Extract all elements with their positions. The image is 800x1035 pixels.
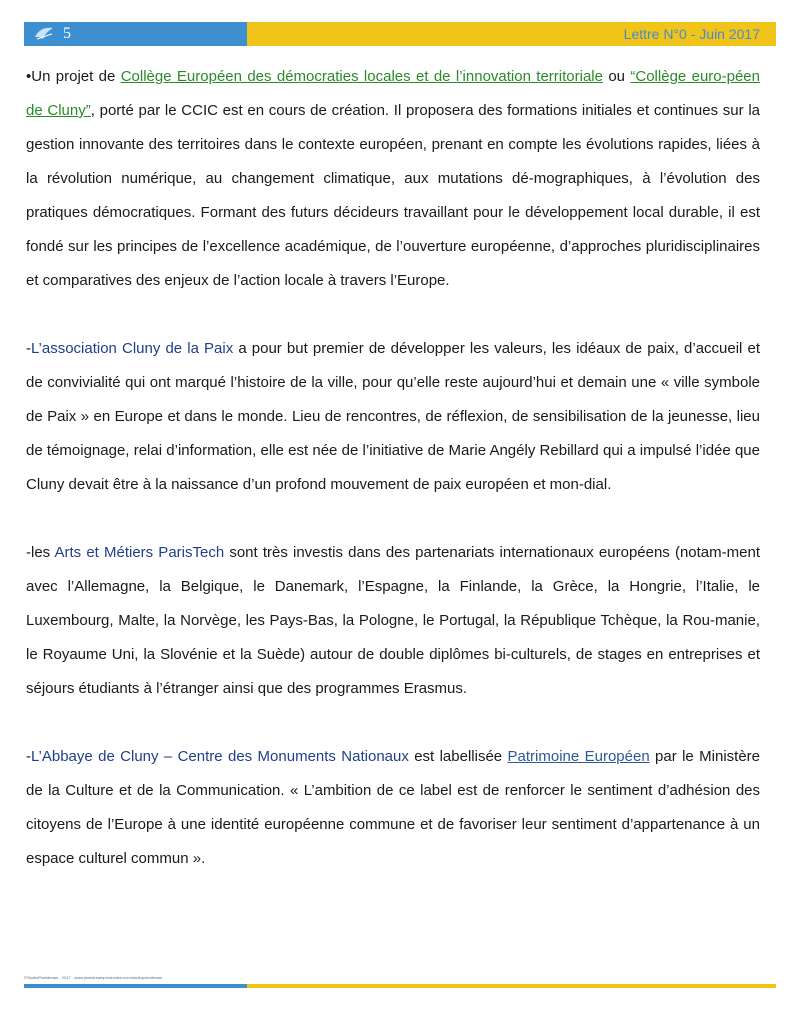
- link-abbaye-cluny[interactable]: L’Abbaye de Cluny – Centre des Monuments Nationaux: [31, 748, 409, 765]
- issue-label: Lettre N°0 - Juin 2017: [623, 26, 760, 42]
- paragraph-arts-metiers: [26, 536, 760, 706]
- link-patrimoine-europeen[interactable]: Patrimoine Européen: [507, 748, 650, 765]
- footer-bar: [24, 984, 776, 988]
- text: -: [26, 748, 31, 765]
- text: -: [26, 340, 31, 357]
- link-college-cluny[interactable]: “Collège euro-péen de Cluny”: [26, 68, 760, 119]
- text: par le Ministère de la Culture et de la Communication. « L’ambition de ce label est de renforcer le sentiment d’adhésion des citoyens de l’Europe à une identité européenne commune et de favoriser leur sentiment d’appartenance à un espace culturel commun ».: [26, 748, 761, 867]
- paragraph-abbaye: [26, 740, 760, 876]
- header-blue-band: [24, 22, 247, 46]
- link-association-cluny-paix[interactable]: L’association Cluny de la Paix: [31, 340, 234, 357]
- text: est labellisée: [408, 748, 508, 765]
- dove-logo-icon: [33, 25, 55, 43]
- footer-credit: ©StudioPixeldream - 2017 - www.pixeldreamproduction.com/studiopixeldream: [24, 975, 163, 980]
- text: , porté par le CCIC est en cours de création. Il proposera des formations initiales et continues sur la gestion innovante des territoires dans le contexte européen, prenant en compte les évolutions rapides, liées à la révolution numérique, au changement climatique, aux mutations dé-mographiques, à l’évolution des pratiques démocratiques. Formant des futurs décideurs travaillant pour le développement local durable, il est fondé sur les principes de l’excellence académique, de l’ouverture européenne, d’approches pluridisciplinaires et comparatives des enjeux de l’action locale à travers l’Europe.: [26, 102, 760, 289]
- header-yellow-band: [247, 22, 776, 46]
- text: ou: [602, 68, 631, 85]
- text: sont très investis dans des partenariats internationaux européens (notam-ment avec l’Allemagne, la Belgique, le Danemark, l’Espagne, la Finlande, la Grèce, la Hongrie, l’Italie, le Luxembourg, Malte, la Norvège, les Pays-Bas, la Pologne, le Portugal, la République Tchèque, la Rou-manie, le Royaume Uni, la Slovénie et la Suède) autour de double diplômes bi-culturels, de stages en entreprises et séjours étudiants à l’étranger ainsi que des programmes Erasmus.: [26, 544, 760, 697]
- paragraph-college: [26, 60, 760, 298]
- text: -les: [26, 544, 55, 561]
- text: a pour but premier de développer les valeurs, les idéaux de paix, d’accueil et de convivialité qui ont marqué l’histoire de la ville, pour qu’elle reste aujourd’hui et demain une « ville symbole de Paix » en Europe et dans le monde. Lieu de rencontres, de réflexion, de sensibilisation de la jeunesse, lieu de témoignage, relai d’information, elle est née de l’initiative de Marie Angély Rebillard qui a impulsé l’idée que Cluny devait être à la naissance d’un profond mouvement de paix européen et mon-dial.: [26, 340, 761, 493]
- page-header: [24, 22, 776, 46]
- article-body: [26, 60, 760, 910]
- page-number: 5: [63, 25, 71, 42]
- footer-yellow-band: [247, 984, 776, 988]
- footer-blue-band: [24, 984, 247, 988]
- text: •Un projet de: [26, 68, 121, 85]
- link-college-europeen[interactable]: Collège Européen des démocraties locales et de l’innovation territoriale: [120, 68, 603, 85]
- link-arts-metiers[interactable]: Arts et Métiers ParisTech: [54, 544, 225, 561]
- paragraph-cluny-paix: [26, 332, 760, 502]
